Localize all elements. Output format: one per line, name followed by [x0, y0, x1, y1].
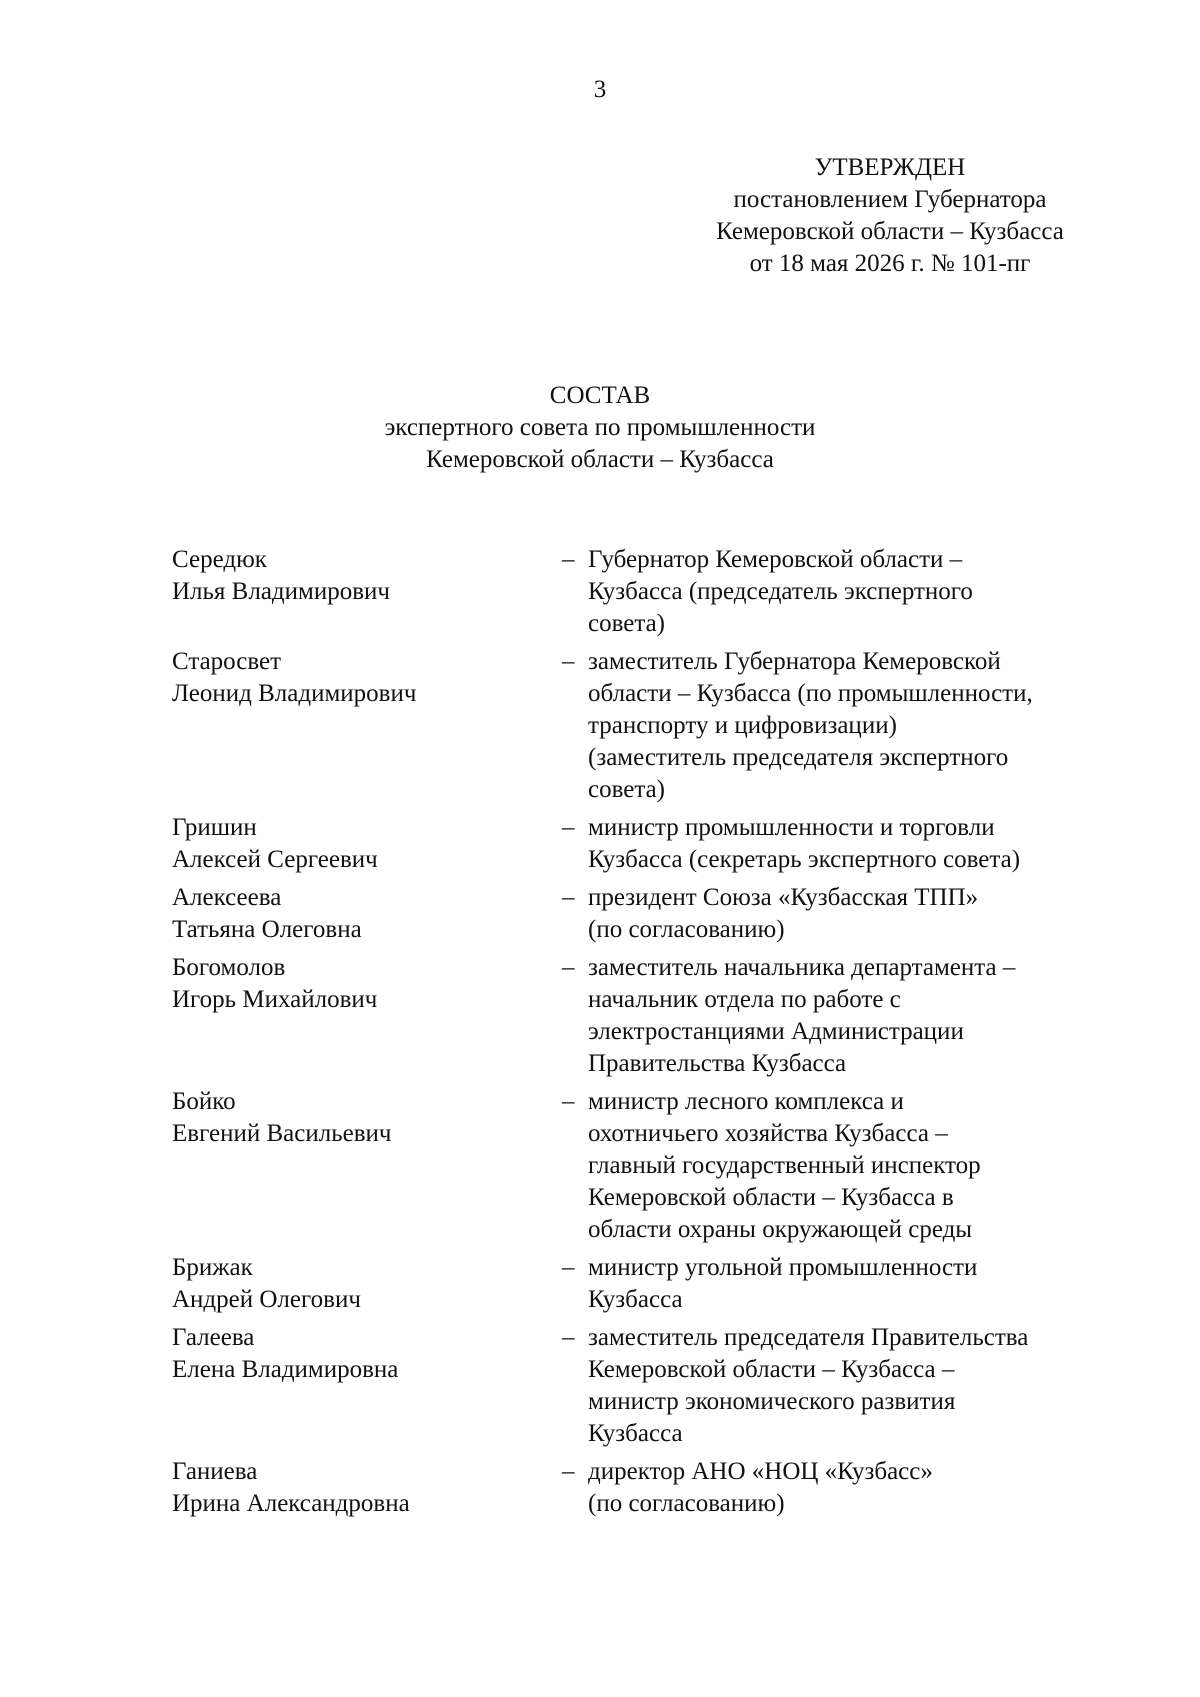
role-line: области – Кузбасса (по промышленности, [588, 680, 1033, 707]
dash: – [562, 1458, 575, 1485]
member-surname: Галеева [172, 1324, 255, 1351]
member-name [172, 882, 562, 946]
member-role [588, 1322, 1112, 1450]
member-given-name: Андрей Олегович [172, 1286, 361, 1313]
dash: – [562, 1324, 575, 1351]
member-row [172, 1322, 1112, 1450]
role-line: охотничьего хозяйства Кузбасса – [588, 1120, 948, 1147]
member-given-name: Татьяна Олеговна [172, 916, 362, 943]
member-given-name: Игорь Михайлович [172, 986, 378, 1013]
title-line: СОСТАВ [549, 382, 651, 409]
role-line: Кузбасса [588, 1286, 683, 1313]
member-name [172, 812, 562, 876]
dash: – [562, 884, 575, 911]
approval-line: от 18 мая 2026 г. № 101-пг [749, 250, 1031, 277]
page-number: 3 [593, 76, 607, 103]
member-surname: Бойко [172, 1088, 236, 1115]
member-given-name: Ирина Александровна [172, 1490, 410, 1517]
title-line: экспертного совета по промышленности [384, 414, 816, 441]
member-role [588, 646, 1112, 806]
member-given-name: Елена Владимировна [172, 1356, 399, 1383]
role-line: (по согласованию) [588, 1490, 785, 1517]
member-row [172, 952, 1112, 1080]
member-name [172, 1456, 562, 1520]
document-title [0, 380, 1200, 476]
member-given-name: Алексей Сергеевич [172, 846, 378, 873]
role-line: Кузбасса (председатель экспертного [588, 578, 973, 605]
role-line: заместитель председателя Правительства [588, 1324, 1029, 1351]
role-line: министр промышленности и торговли [588, 814, 995, 841]
role-line: Кемеровской области – Кузбасса – [588, 1356, 955, 1383]
dash: – [562, 648, 575, 675]
member-row [172, 812, 1112, 876]
dash: – [562, 546, 575, 573]
role-line: Правительства Кузбасса [588, 1050, 847, 1077]
member-row [172, 1456, 1112, 1520]
role-line: заместитель начальника департамента – [588, 954, 1016, 981]
dash: – [562, 954, 575, 981]
role-line: совета) [588, 610, 666, 637]
role-line: области охраны окружающей среды [588, 1216, 973, 1243]
role-line: главный государственный инспектор [588, 1152, 981, 1179]
role-line: министр угольной промышленности [588, 1254, 978, 1281]
approval-line: Кемеровской области – Кузбасса [716, 218, 1064, 245]
member-surname: Старосвет [172, 648, 282, 675]
role-line: Кузбасса [588, 1420, 683, 1447]
member-role [588, 812, 1112, 876]
role-line: (заместитель председателя экспертного [588, 744, 1009, 771]
member-role [588, 952, 1112, 1080]
role-line: министр лесного комплекса и [588, 1088, 904, 1115]
role-line: Кузбасса (секретарь экспертного совета) [588, 846, 1021, 873]
role-line: директор АНО «НОЦ «Кузбасс» [588, 1458, 933, 1485]
role-line: транспорту и цифровизации) [588, 712, 897, 739]
member-name [172, 952, 562, 1080]
role-line: совета) [588, 776, 666, 803]
member-given-name: Леонид Владимирович [172, 680, 417, 707]
approval-stamp [660, 152, 1120, 280]
member-name [172, 1086, 562, 1246]
role-line: Губернатор Кемеровской области – [588, 546, 963, 573]
member-name [172, 646, 562, 806]
member-surname: Богомолов [172, 954, 286, 981]
approval-line: УТВЕРЖДЕН [814, 154, 966, 181]
member-row [172, 544, 1112, 640]
member-role [588, 882, 1112, 946]
dash: – [562, 814, 575, 841]
approval-line: постановлением Губернатора [733, 186, 1047, 213]
members-list [172, 544, 1112, 1526]
title-line: Кемеровской области – Кузбасса [426, 446, 774, 473]
dash: – [562, 1088, 575, 1115]
member-row [172, 1252, 1112, 1316]
role-line: электростанциями Администрации [588, 1018, 964, 1045]
member-row [172, 646, 1112, 806]
role-line: Кемеровской области – Кузбасса в [588, 1184, 954, 1211]
dash: – [562, 1254, 575, 1281]
member-name [172, 1252, 562, 1316]
role-line: министр экономического развития [588, 1388, 956, 1415]
member-name [172, 1322, 562, 1450]
role-line: заместитель Губернатора Кемеровской [588, 648, 1001, 675]
member-surname: Середюк [172, 546, 267, 573]
role-line: (по согласованию) [588, 916, 785, 943]
member-surname: Алексеева [172, 884, 282, 911]
member-role [588, 544, 1112, 640]
member-name [172, 544, 562, 640]
member-surname: Ганиева [172, 1458, 258, 1485]
member-given-name: Евгений Васильевич [172, 1120, 392, 1147]
role-line: начальник отдела по работе с [588, 986, 901, 1013]
member-given-name: Илья Владимирович [172, 578, 390, 605]
role-line: президент Союза «Кузбасская ТПП» [588, 884, 979, 911]
member-row [172, 882, 1112, 946]
member-surname: Гришин [172, 814, 257, 841]
member-surname: Брижак [172, 1254, 253, 1281]
member-role [588, 1252, 1112, 1316]
member-role [588, 1456, 1112, 1520]
member-row [172, 1086, 1112, 1246]
member-role [588, 1086, 1112, 1246]
